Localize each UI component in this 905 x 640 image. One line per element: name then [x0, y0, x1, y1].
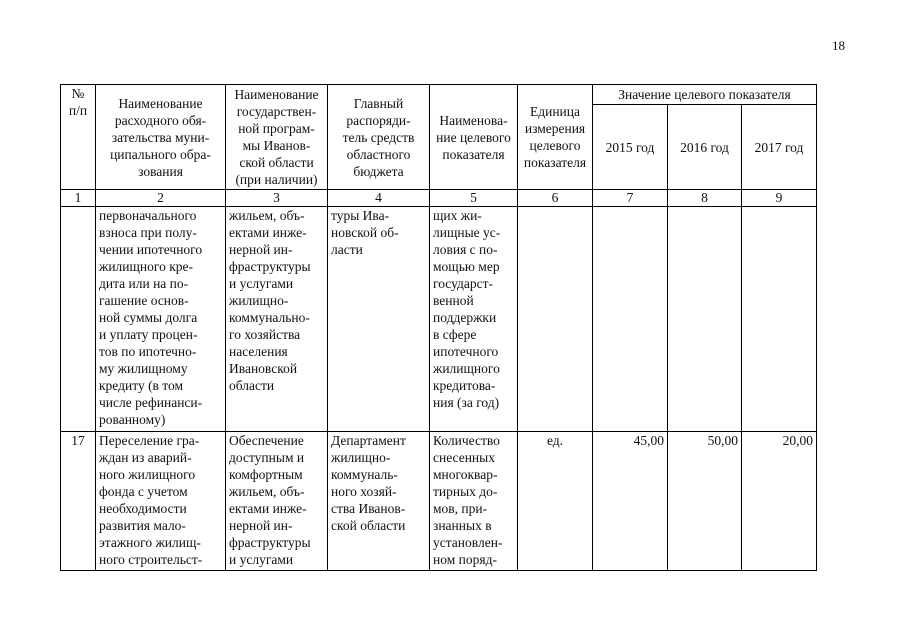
header-program: Наименование государствен- ной програм- мы Иванов- ской области (при наличии): [226, 85, 328, 190]
column-number: 6: [518, 190, 593, 207]
cell-line: этажного жилищ-: [99, 535, 201, 550]
cell-line: ном поряд-: [433, 552, 497, 567]
header-manager: Главный распоряди- тель средств областного бюджета: [328, 85, 430, 190]
column-number: 4: [328, 190, 430, 207]
cell-line: Количество: [433, 433, 500, 448]
program-cell: [226, 207, 328, 432]
target-indicators-table: [60, 84, 817, 571]
cell-line: Переселение гра-: [99, 433, 200, 448]
header-indicator: Наименова- ние целевого показателя: [430, 85, 518, 190]
column-number: 9: [742, 190, 817, 207]
header-year-2017: 2017 год: [742, 105, 817, 190]
cell-line: области: [229, 378, 275, 393]
cell-line: чении ипотечного: [99, 242, 203, 257]
column-number: 3: [226, 190, 328, 207]
cell-line: ства Иванов-: [331, 501, 406, 516]
cell-line: Департамент: [331, 433, 406, 448]
value-2015-cell: [593, 207, 668, 432]
obligation-cell: [96, 207, 226, 432]
cell-line: ловия с по-: [433, 242, 498, 257]
cell-line: щих жи-: [433, 208, 482, 223]
cell-line: числе рефинанси-: [99, 395, 203, 410]
cell-line: Ивановской: [229, 361, 298, 376]
manager-cell: [328, 432, 430, 571]
program-cell: [226, 432, 328, 571]
cell-line: му жилищному: [99, 361, 188, 376]
cell-line: ного жилищного: [99, 467, 196, 482]
value-2017-cell: 20,00: [742, 432, 817, 571]
cell-line: го хозяйства: [229, 327, 301, 342]
cell-line: в сфере: [433, 327, 477, 342]
cell-line: многоквар-: [433, 467, 498, 482]
header-num: № п/п: [61, 85, 96, 190]
cell-line: ской области: [331, 518, 406, 533]
header-year-2015: 2015 год: [593, 105, 668, 190]
cell-line: новской об-: [331, 225, 399, 240]
cell-line: взноса при полу-: [99, 225, 197, 240]
cell-line: лищные ус-: [433, 225, 501, 240]
cell-line: кредиту (в том: [99, 378, 184, 393]
cell-line: государст-: [433, 276, 493, 291]
cell-line: дита или на по-: [99, 276, 189, 291]
cell-line: первоначального: [99, 208, 197, 223]
obligation-cell: [96, 432, 226, 571]
cell-line: знанных в: [433, 518, 492, 533]
cell-line: нерной ин-: [229, 242, 293, 257]
manager-cell: [328, 207, 430, 432]
row-number: [61, 207, 96, 432]
cell-line: нерной ин-: [229, 518, 293, 533]
cell-line: мощью мер: [433, 259, 500, 274]
cell-line: жильем, объ-: [229, 208, 305, 223]
cell-line: поддержки: [433, 310, 497, 325]
cell-line: жилищного: [433, 361, 500, 376]
cell-line: и услугами: [229, 276, 294, 291]
cell-line: мов, при-: [433, 501, 488, 516]
cell-line: коммунально-: [229, 310, 310, 325]
column-number-row: [61, 190, 817, 207]
value-2017-cell: [742, 207, 817, 432]
header-year-2016: 2016 год: [668, 105, 742, 190]
cell-line: снесенных: [433, 450, 495, 465]
cell-line: доступным и: [229, 450, 305, 465]
cell-line: необходимости: [99, 501, 187, 516]
column-number: 5: [430, 190, 518, 207]
cell-line: и услугами: [229, 552, 294, 567]
cell-line: фонда с учетом: [99, 484, 188, 499]
cell-line: жилищного кре-: [99, 259, 194, 274]
cell-line: ной суммы долга: [99, 310, 198, 325]
cell-line: ектами инже-: [229, 501, 307, 516]
table-row: [61, 432, 817, 571]
cell-line: ипотечного: [433, 344, 499, 359]
cell-line: жилищно-: [331, 450, 391, 465]
value-2016-cell: 50,00: [668, 432, 742, 571]
cell-line: гашение основ-: [99, 293, 189, 308]
indicator-cell: [430, 432, 518, 571]
cell-line: ектами инже-: [229, 225, 307, 240]
cell-line: фраструктуры: [229, 535, 311, 550]
cell-line: и уплату процен-: [99, 327, 198, 342]
cell-line: туры Ива-: [331, 208, 390, 223]
unit-cell: [518, 207, 593, 432]
header-row: [61, 85, 817, 105]
cell-line: жилищно-: [229, 293, 289, 308]
cell-line: установлен-: [433, 535, 503, 550]
column-number: 7: [593, 190, 668, 207]
cell-line: тирных до-: [433, 484, 498, 499]
cell-line: комфортным: [229, 467, 303, 482]
cell-line: рованному): [99, 412, 166, 427]
cell-line: венной: [433, 293, 474, 308]
value-2015-cell: 45,00: [593, 432, 668, 571]
cell-line: ждан из аварий-: [99, 450, 192, 465]
value-2016-cell: [668, 207, 742, 432]
cell-line: Обеспечение: [229, 433, 304, 448]
header-unit: Единица измерения целевого показателя: [518, 85, 593, 190]
cell-line: ния (за год): [433, 395, 500, 410]
column-number: 2: [96, 190, 226, 207]
cell-line: тов по ипотечно-: [99, 344, 197, 359]
table-row: [61, 207, 817, 432]
page-number: 18: [832, 38, 845, 53]
cell-line: жильем, объ-: [229, 484, 305, 499]
cell-line: фраструктуры: [229, 259, 311, 274]
header-target-value: Значение целевого показателя: [593, 85, 817, 105]
cell-line: ного строительст-: [99, 552, 203, 567]
indicator-cell: [430, 207, 518, 432]
header-obligation: Наименование расходного обя- зательства муни- ципального обра- зования: [96, 85, 226, 190]
cell-line: развития мало-: [99, 518, 186, 533]
unit-cell: ед.: [518, 432, 593, 571]
cell-line: ласти: [331, 242, 363, 257]
row-number: 17: [61, 432, 96, 571]
cell-line: кредитова-: [433, 378, 496, 393]
cell-line: ного хозяй-: [331, 484, 397, 499]
cell-line: коммуналь-: [331, 467, 398, 482]
cell-line: населения: [229, 344, 288, 359]
column-number: 1: [61, 190, 96, 207]
column-number: 8: [668, 190, 742, 207]
